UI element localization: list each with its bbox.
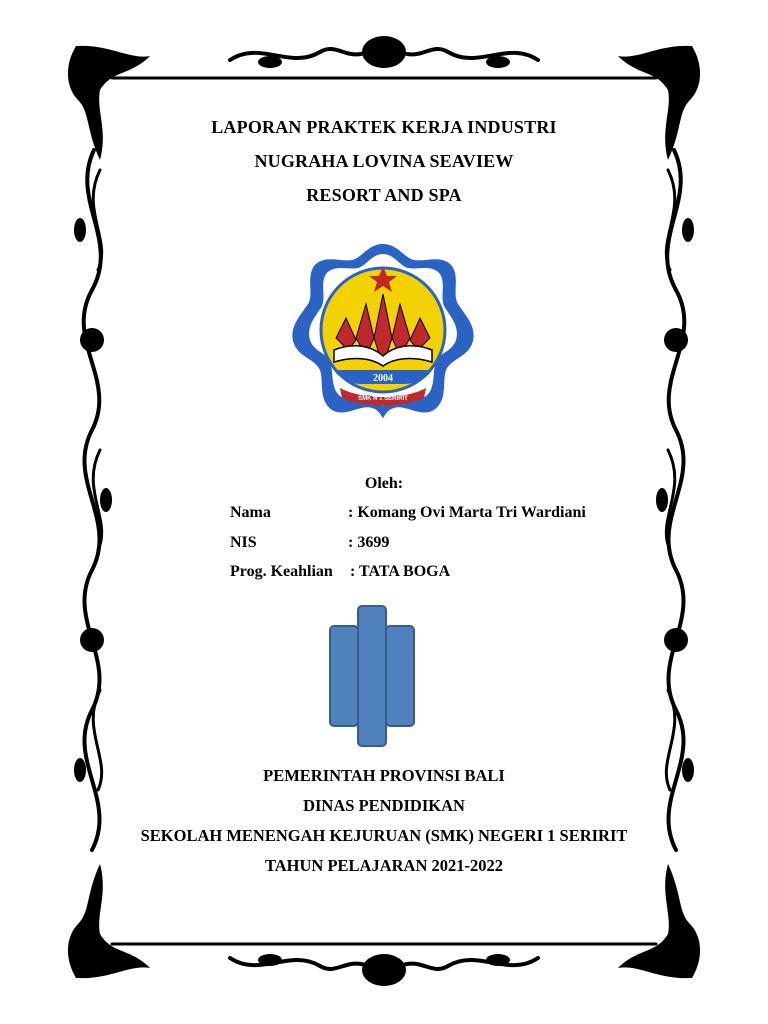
nis-label: NIS	[230, 534, 257, 551]
report-title-line-3: RESORT AND SPA	[306, 185, 462, 205]
logo-ribbon-text: SMK N 1 SERIRIT	[358, 396, 408, 402]
report-title-line-1: LAPORAN PRAKTEK KERJA INDUSTRI	[211, 117, 557, 137]
three-bars-icon	[326, 604, 418, 750]
footer-line-2: DINAS PENDIDIKAN	[303, 796, 465, 815]
oleh-label: Oleh:	[364, 475, 404, 492]
school-emblem-icon	[286, 238, 480, 420]
nis-value: : 3699	[348, 534, 390, 551]
logo-year: 2004	[373, 373, 393, 384]
nama-value: : Komang Ovi Marta Tri Wardiani	[348, 504, 586, 521]
footer-line-4: TAHUN PELAJARAN 2021-2022	[264, 856, 504, 875]
report-title-line-2: NUGRAHA LOVINA SEAVIEW	[254, 151, 514, 171]
keahlian-label: Prog. Keahlian	[230, 563, 333, 580]
footer-line-3: SEKOLAH MENENGAH KEJURUAN (SMK) NEGERI 1 SERIRIT	[140, 826, 628, 845]
nama-label: Nama	[230, 504, 271, 521]
keahlian-value: : TATA BOGA	[350, 563, 451, 580]
footer-line-1: PEMERINTAH PROVINSI BALI	[263, 766, 505, 785]
